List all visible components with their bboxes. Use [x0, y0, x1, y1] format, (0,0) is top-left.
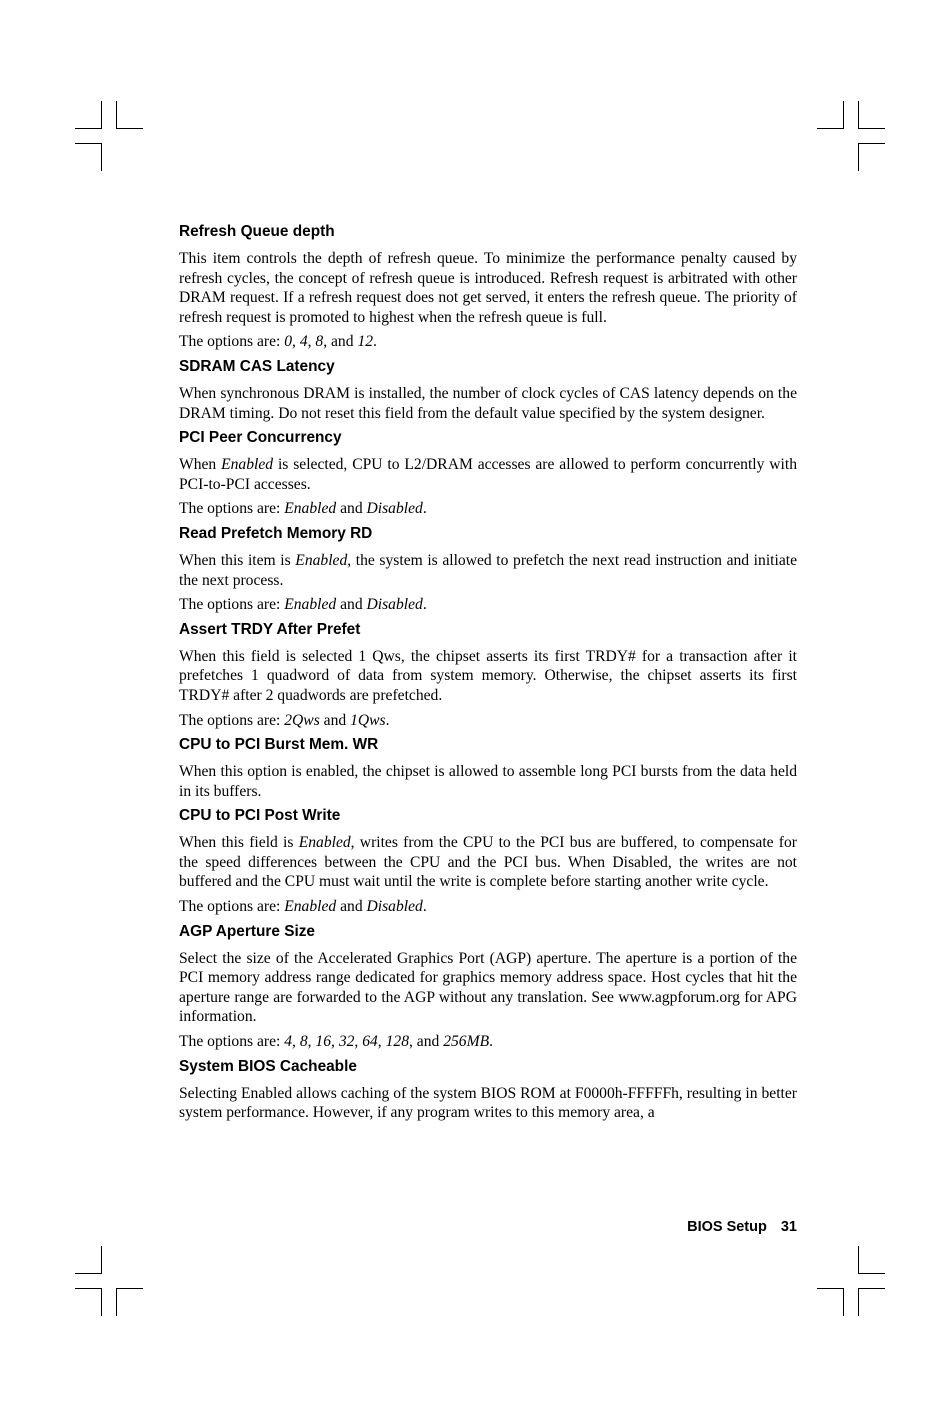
- crop-mark: [817, 128, 844, 129]
- section-heading: CPU to PCI Burst Mem. WR: [179, 736, 379, 754]
- section-body: When this option is enabled, the chipset is allowed to assemble long PCI bursts from the data held in its buffers.: [179, 763, 797, 800]
- options-line: The options are: 2Qws and 1Qws.: [179, 711, 390, 729]
- crop-mark: [101, 1288, 102, 1316]
- crop-mark: [116, 101, 117, 129]
- option-value: 256MB: [443, 1033, 490, 1051]
- option-value: 1Qws: [350, 711, 386, 729]
- options-prefix: The options are:: [179, 333, 285, 351]
- option-value: 64: [362, 1033, 378, 1051]
- option-value: Enabled: [284, 596, 337, 614]
- section-body: When synchronous DRAM is installed, the number of clock cycles of CAS latency depends on the DRAM timing. Do not reset this field from the default value specified by the system designer.: [179, 384, 797, 422]
- section-body: When this item is Enabled, the system is allowed to prefetch the next read instruction and initiate the next process.: [179, 551, 797, 589]
- section-cpu-to-pci-burst-mem-wr: [179, 735, 797, 801]
- main-content: [179, 222, 797, 1128]
- section-sdram-cas-latency: [179, 357, 797, 423]
- option-value: 8: [299, 1033, 308, 1051]
- section-read-prefetch-memory-rd: [179, 524, 797, 615]
- crop-mark: [75, 128, 102, 129]
- crop-mark: [858, 101, 859, 129]
- section-body: When this field is selected 1 Qws, the chipset asserts its first TRDY# for a transaction after it prefetches 1 quadword of data from system memory. Otherwise, the chipset asserts its first TRDY# after 2 quadwords are prefetched.: [179, 647, 797, 704]
- options-prefix: The options are:: [179, 596, 285, 614]
- crop-mark: [817, 1288, 844, 1289]
- section-heading: Read Prefetch Memory RD: [179, 524, 373, 542]
- option-value: Disabled: [366, 596, 423, 614]
- options-prefix: The options are:: [179, 711, 285, 729]
- option-value: 128: [385, 1033, 409, 1051]
- crop-mark: [75, 143, 102, 144]
- crop-mark: [858, 1288, 859, 1316]
- page-footer: [687, 1219, 797, 1235]
- option-value: 2Qws: [284, 711, 320, 729]
- options-line: The options are: Enabled and Disabled.: [179, 596, 427, 614]
- section-body: When Enabled is selected, CPU to L2/DRAM accesses are allowed to perform concurrently with PCI-to-PCI accesses.: [179, 456, 797, 493]
- option-value: 16: [315, 1033, 332, 1051]
- options-prefix: The options are:: [179, 1033, 285, 1051]
- options-prefix: The options are:: [179, 898, 285, 916]
- options-line: The options are: 4, 8, 16, 32, 64, 128, and 256MB.: [179, 1033, 494, 1051]
- options-line: The options are: 0, 4, 8, and 12.: [179, 333, 377, 351]
- crop-mark: [101, 101, 102, 129]
- section-heading: PCI Peer Concurrency: [179, 429, 342, 447]
- section-body: Select the size of the Accelerated Graphics Port (AGP) aperture. The aperture is a portion of the PCI memory address range dedicated for graphics memory address space. Host cycles that hit the aperture range are forwarded to the AGP without any translation. See www.agpforum.org for APG information.: [179, 949, 797, 1026]
- option-value: 8: [315, 333, 324, 351]
- crop-mark: [858, 143, 859, 171]
- footer-label: BIOS Setup: [687, 1219, 767, 1235]
- crop-mark: [75, 1273, 102, 1274]
- crop-mark: [101, 1246, 102, 1274]
- option-value: Disabled: [366, 898, 423, 916]
- crop-mark: [116, 1288, 143, 1289]
- page-number: 31: [780, 1219, 797, 1235]
- crop-mark: [75, 1288, 102, 1289]
- section-heading: CPU to PCI Post Write: [179, 807, 341, 825]
- option-value: 0: [284, 333, 293, 351]
- crop-mark: [858, 128, 885, 129]
- section-heading: Refresh Queue depth: [179, 223, 335, 240]
- crop-mark: [843, 1288, 844, 1316]
- section-heading: Assert TRDY After Prefet: [179, 620, 361, 638]
- section-body: This item controls the depth of refresh queue. To minimize the performance penalty caused by refresh cycles, the concept of refresh queue is introduced. Refresh request is arbitrated with other DRAM request. If a refresh request does not get served, it enters the refresh queue. The priority of refresh request is promoted to highest when the refresh queue is full.: [179, 250, 797, 326]
- section-body: Selecting Enabled allows caching of the system BIOS ROM at F0000h-FFFFFh, resulting in better system performance. However, if any program writes to this memory area, a: [179, 1084, 797, 1122]
- section-body: When this field is Enabled, writes from the CPU to the PCI bus are buffered, to compensate for the speed differences between the CPU and the PCI bus. When Disabled, the writes are not buffered and the CPU must wait until the write is complete before starting another write cycle.: [179, 834, 797, 891]
- crop-mark: [116, 128, 143, 129]
- crop-mark: [858, 143, 885, 144]
- section-heading: AGP Aperture Size: [179, 922, 315, 940]
- section-heading: SDRAM CAS Latency: [179, 357, 335, 375]
- option-value: Enabled: [284, 898, 337, 916]
- crop-mark: [858, 1288, 885, 1289]
- section-refresh-queue-depth: [179, 222, 797, 352]
- section-pci-peer-concurrency: [179, 428, 797, 519]
- crop-mark: [101, 143, 102, 171]
- option-value: Disabled: [366, 500, 423, 518]
- crop-mark: [858, 1273, 885, 1274]
- option-value: 4: [284, 1033, 293, 1051]
- option-value: 4: [299, 333, 308, 351]
- crop-mark: [858, 1246, 859, 1274]
- section-cpu-to-pci-post-write: [179, 806, 797, 916]
- section-system-bios-cacheable: [179, 1057, 797, 1123]
- option-value: 12: [357, 333, 374, 351]
- option-value: 32: [338, 1033, 355, 1051]
- section-assert-trdy-after-prefet: [179, 620, 797, 730]
- crop-mark: [116, 1288, 117, 1316]
- options-line: The options are: Enabled and Disabled.: [179, 898, 427, 916]
- options-prefix: The options are:: [179, 500, 285, 518]
- option-value: Enabled: [284, 500, 337, 518]
- crop-mark: [843, 101, 844, 129]
- options-line: The options are: Enabled and Disabled.: [179, 500, 427, 518]
- section-heading: System BIOS Cacheable: [179, 1057, 357, 1075]
- section-agp-aperture-size: [179, 922, 797, 1052]
